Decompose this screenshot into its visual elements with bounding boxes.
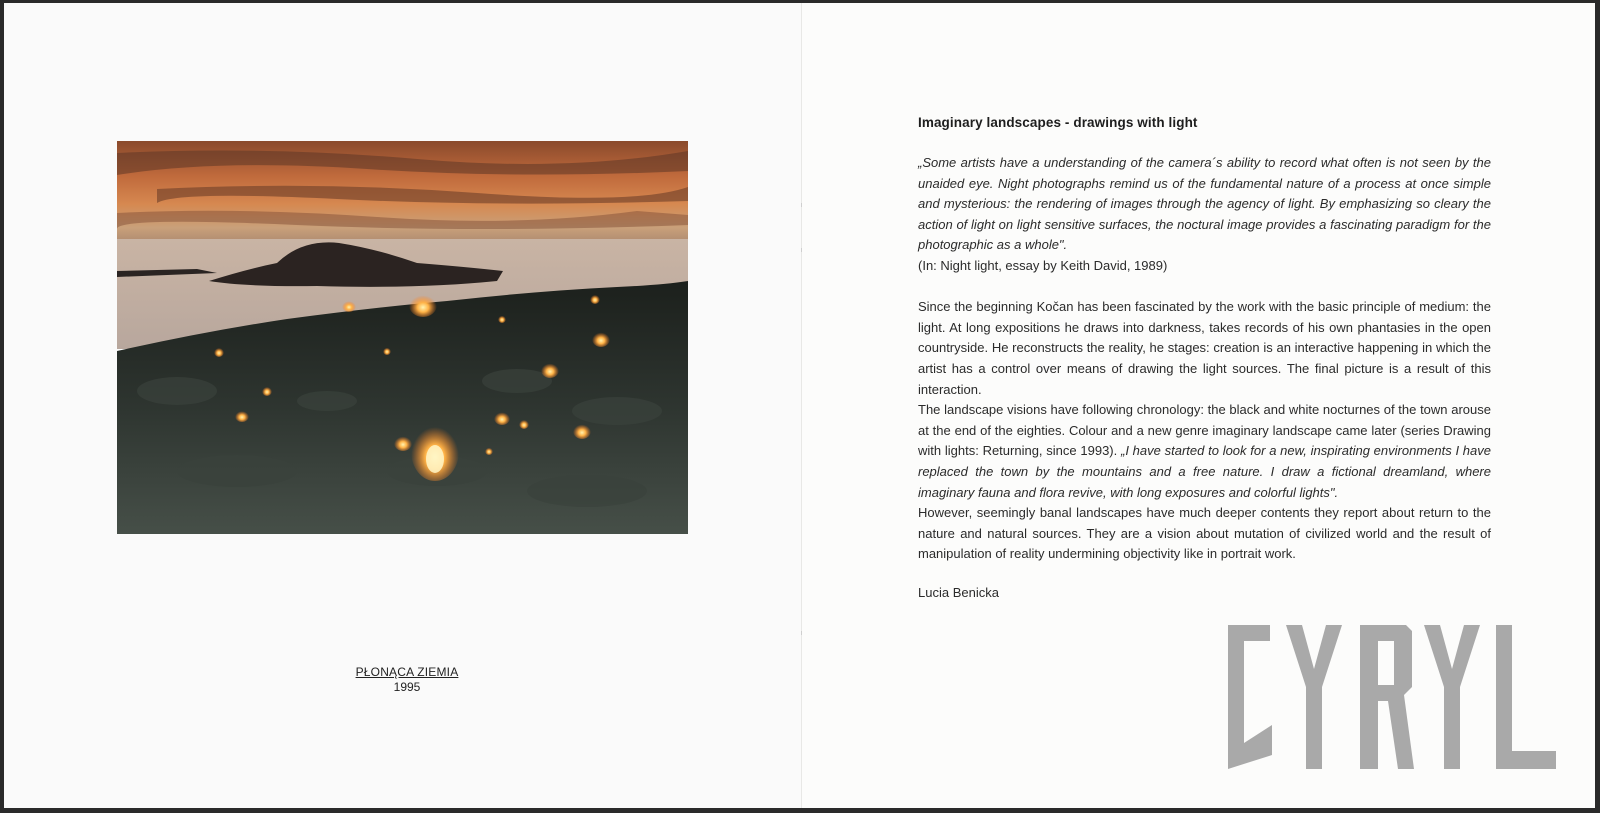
paragraph-2	[918, 400, 1491, 503]
quote-text: „Some artists have a understanding of the camera´s ability to record what often is not seen by the unaided eye. Night photographs remind us of the fundamental nature of a process at once simple and mysterious: the rendering of images through the agency of light. By emphasizing so cleary the action of light on light sensitive surfaces, the noctural image provides a fascinating paradigm for the photographic as a whole".	[918, 155, 1491, 253]
paragraph-1: Since the beginning Kočan has been fascinated by the work with the basic principle of medium: the light. At long expositions he draws into darkness, takes records of his own phantasies in the open countryside. He reconstructs the reality, he stages: creation is an interactive happening in which the artist has a control over means of drawing the light sources. The final picture is a result of this interaction.	[918, 299, 1491, 397]
quote-source: (In: Night light, essay by Keith David, 1989)	[918, 257, 1168, 273]
quote-paragraph	[918, 153, 1491, 256]
landscape-photo	[117, 141, 688, 534]
caption-title: PŁONĄCA ZIEMIA	[355, 665, 459, 679]
essay-text	[918, 115, 1491, 600]
author-name: Lucia Benicka	[918, 584, 999, 600]
paragraph-2-quote: „I have started to look for a new, inspirating environments I have replaced the town by the mountains and a free nature. I draw a fictional dreamland, where imaginary fauna and flora revive, with long exposures and colorful lights".	[918, 443, 1491, 500]
paragraph-3: However, seemingly banal landscapes have much deeper contents they report about return to the nature and natural sources. They are a vision about mutation of civilized world and the result of manipulation of reality undermining objectivity like in portrait work.	[918, 505, 1491, 562]
paragraph-gap	[918, 277, 1491, 298]
right-page	[802, 3, 1595, 808]
left-page	[4, 3, 802, 808]
cyryl-watermark	[1228, 625, 1563, 775]
watermark-text	[1228, 775, 1229, 776]
photo-caption	[307, 665, 507, 694]
paragraph-2-text: The landscape visions have following chronology: the black and white nocturnes of the town arouse at the end of the eighties. Colour and a new genre imaginary landscape came later (series Drawing with lights: Returning, since 1993).	[918, 402, 1491, 459]
landscape-photo-image	[117, 141, 688, 534]
book-spread	[4, 3, 1595, 808]
caption-year: 1995	[393, 680, 421, 694]
cyryl-logo-icon	[1228, 625, 1563, 775]
watermark-letters	[1228, 625, 1556, 769]
essay-heading: Imaginary landscapes - drawings with light	[918, 115, 1198, 130]
